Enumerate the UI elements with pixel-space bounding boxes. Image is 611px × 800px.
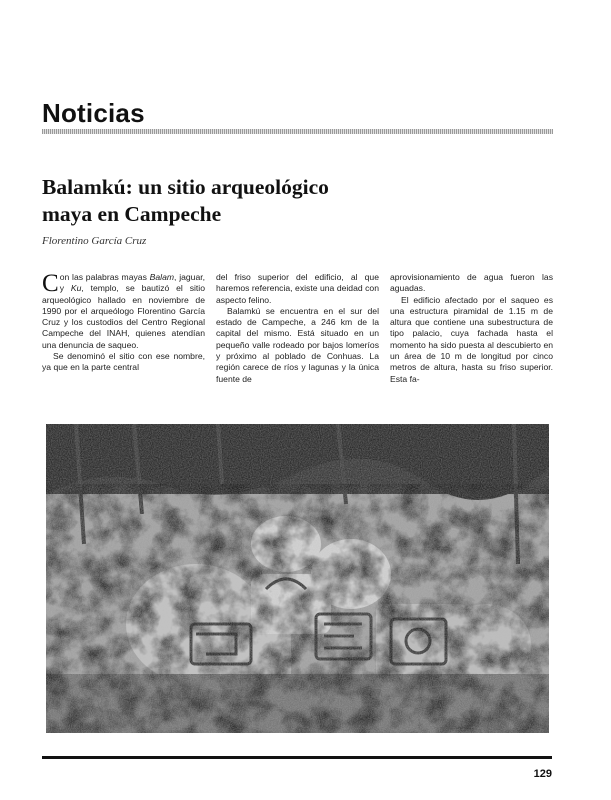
paragraph: Se denominó el sitio con ese nombre, ya que en la parte central	[42, 351, 205, 373]
paragraph: Balamkú se encuentra en el sur del estado de Campeche, a 246 km de la capital del mismo. Está situado en un pequeño valle rodeado por bajos lomeríos y próximo al poblado de Conhuas. La región carece de ríos y lagunas y la única fuente de	[216, 305, 379, 384]
paragraph: aprovisionamiento de agua fueron las aguadas.	[390, 272, 553, 294]
section-label: Noticias	[42, 98, 145, 128]
paragraph: El edificio afectado por el saqueo es una estructura piramidal de 1.15 m de altura que contiene una subestructura de tipo palacio, cuya fachada hasta el momento ha sido puesta al descubierto en un área de 10 m de longitud por cinco metros de altura, hasta su friso superior. Esta fa-	[390, 294, 553, 384]
article-author: Florentino García Cruz	[42, 235, 147, 247]
article-title-line-2: maya en Campeche	[42, 202, 222, 226]
drop-cap: C	[42, 270, 59, 297]
article-title	[42, 174, 462, 228]
section-divider	[42, 129, 553, 134]
text-run: on las palabras mayas	[59, 272, 150, 282]
text-run: , jaguar, y	[59, 272, 206, 294]
paragraph	[42, 272, 205, 351]
paragraph: del friso superior del edificio, al que haremos referencia, existe una deidad con aspecto felino.	[216, 272, 379, 305]
text-run: , templo, se bautizó el sitio arqueológico hallado en noviembre de 1990 por el arqueólogo Florentino García Cruz y los custodios del Centro Regional Campeche del INAH, quienes atendían una denuncia de saqueo.	[42, 283, 205, 350]
italic-word: Ku	[70, 283, 82, 294]
footer-rule	[42, 756, 552, 759]
page-number: 129	[533, 768, 552, 780]
text-column-3	[390, 272, 553, 385]
article-title-line-1: Balamkú: un sitio arqueológico	[42, 175, 329, 199]
stucco-frieze-photo	[46, 424, 549, 733]
text-column-2	[216, 272, 379, 385]
italic-word: Balam	[149, 272, 175, 282]
text-column-1	[42, 272, 205, 374]
